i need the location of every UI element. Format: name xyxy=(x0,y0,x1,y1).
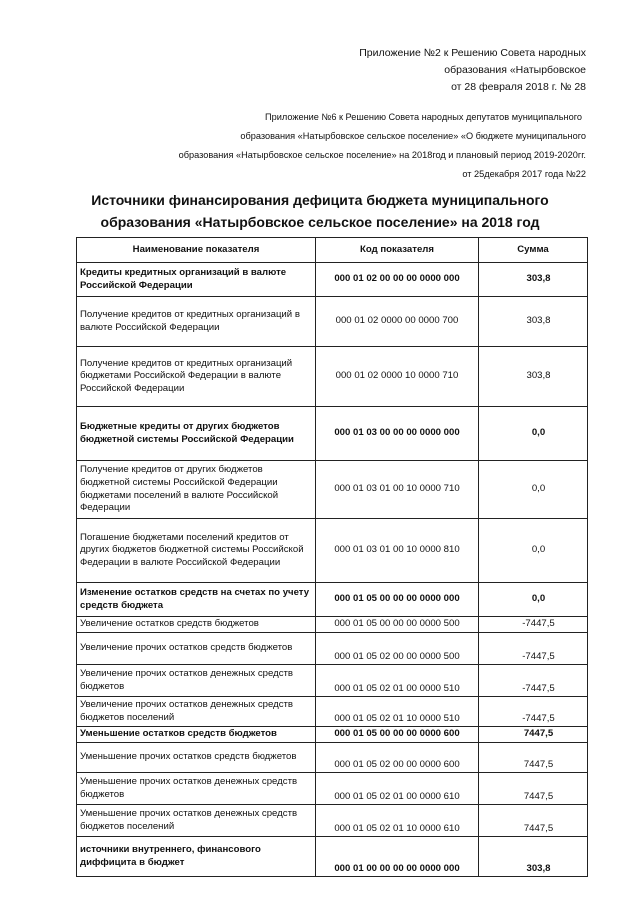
table-row xyxy=(77,697,588,727)
table-row xyxy=(77,773,588,805)
table-row xyxy=(77,519,588,583)
row-name: Получение кредитов от других бюджетов бюджетной системы Российской Федерации бюджетами поселений в валюте Российской Федерации xyxy=(77,461,316,519)
row-code: 000 01 05 02 01 00 0000 610 xyxy=(316,773,479,805)
row-sum: 303,8 xyxy=(479,347,588,407)
row-code: 000 01 05 00 00 00 0000 500 xyxy=(316,617,479,633)
appendix-6-line-4: от 25декабря 2017 года №22 xyxy=(462,169,586,179)
row-code: 000 01 05 02 01 10 0000 510 xyxy=(316,697,479,727)
row-name: Получение кредитов от кредитных организаций бюджетами Российской Федерации в валюте Российской Федерации xyxy=(77,347,316,407)
table-row xyxy=(77,263,588,297)
table-row-total xyxy=(77,837,588,877)
row-code: 000 01 02 0000 10 0000 710 xyxy=(316,347,479,407)
financing-sources-table xyxy=(76,237,588,877)
table-row xyxy=(77,805,588,837)
table-row xyxy=(77,297,588,347)
row-name: Изменение остатков средств на счетах по учету средств бюджета xyxy=(77,583,316,617)
row-name: Бюджетные кредиты от других бюджетов бюджетной системы Российской Федерации xyxy=(77,407,316,461)
row-code: 000 01 00 00 00 00 0000 000 xyxy=(316,837,479,877)
column-header-code: Код показателя xyxy=(316,238,479,263)
row-name: Уменьшение прочих остатков денежных средств бюджетов поселений xyxy=(77,805,316,837)
appendix-6-line-3: образования «Натырбовское сельское поселение» на 2018год и плановый период 2019-2020гг. xyxy=(178,150,586,160)
row-sum: -7447,5 xyxy=(479,633,588,665)
row-code: 000 01 05 02 01 00 0000 510 xyxy=(316,665,479,697)
document-title xyxy=(0,189,640,233)
table-row xyxy=(77,665,588,697)
row-sum: 303,8 xyxy=(479,837,588,877)
row-sum: 0,0 xyxy=(479,461,588,519)
row-code: 000 01 03 01 00 10 0000 810 xyxy=(316,519,479,583)
appendix-2-line-2: образования «Натырбовское xyxy=(444,64,586,76)
table-row xyxy=(77,461,588,519)
row-sum: 303,8 xyxy=(479,263,588,297)
row-code: 000 01 05 00 00 00 0000 000 xyxy=(316,583,479,617)
row-sum: 7447,5 xyxy=(479,773,588,805)
table-row xyxy=(77,583,588,617)
row-name: Увеличение остатков средств бюджетов xyxy=(77,617,316,633)
appendix-6-line-2: образования «Натырбовское сельское поселение» «О бюджете муниципального xyxy=(240,131,586,141)
row-name: Уменьшение остатков средств бюджетов xyxy=(77,727,316,743)
row-name: Увеличение прочих остатков средств бюджетов xyxy=(77,633,316,665)
row-sum: 303,8 xyxy=(479,297,588,347)
column-header-sum: Сумма xyxy=(479,238,588,263)
table-row xyxy=(77,743,588,773)
row-name: Увеличение прочих остатков денежных средств бюджетов поселений xyxy=(77,697,316,727)
row-sum: 7447,5 xyxy=(479,743,588,773)
row-sum: 7447,5 xyxy=(479,727,588,743)
row-sum: -7447,5 xyxy=(479,617,588,633)
document-title-line-1: Источники финансирования дефицита бюджета муниципального xyxy=(91,192,549,208)
appendix-2-line-3: от 28 февраля 2018 г. № 28 xyxy=(451,81,586,93)
table-row xyxy=(77,617,588,633)
row-sum: -7447,5 xyxy=(479,697,588,727)
row-name: Уменьшение прочих остатков денежных средств бюджетов xyxy=(77,773,316,805)
row-sum: 0,0 xyxy=(479,519,588,583)
row-name: Получение кредитов от кредитных организаций в валюте Российской Федерации xyxy=(77,297,316,347)
row-code: 000 01 05 02 01 10 0000 610 xyxy=(316,805,479,837)
row-code: 000 01 03 01 00 10 0000 710 xyxy=(316,461,479,519)
row-name: источники внутреннего, финансового диффицита в бюджет xyxy=(77,837,316,877)
row-sum: 0,0 xyxy=(479,583,588,617)
row-code: 000 01 05 02 00 00 0000 500 xyxy=(316,633,479,665)
row-code: 000 01 05 00 00 00 0000 600 xyxy=(316,727,479,743)
row-name: Погашение бюджетами поселений кредитов от других бюджетов бюджетной системы Российской Федерации в валюте Российской Федерации xyxy=(77,519,316,583)
column-header-name: Наименование показателя xyxy=(77,238,316,263)
row-code: 000 01 03 00 00 00 0000 000 xyxy=(316,407,479,461)
row-sum: 0,0 xyxy=(479,407,588,461)
appendix-2-line-1: Приложение №2 к Решению Совета народных xyxy=(359,47,586,59)
document-title-line-2: образования «Натырбовское сельское поселение» на 2018 год xyxy=(100,214,540,230)
row-name: Уменьшение прочих остатков средств бюджетов xyxy=(77,743,316,773)
row-code: 000 01 02 00 00 00 0000 000 xyxy=(316,263,479,297)
row-sum: -7447,5 xyxy=(479,665,588,697)
table-header-row xyxy=(77,238,588,263)
row-sum: 7447,5 xyxy=(479,805,588,837)
appendix-6-line-1: Приложение №6 к Решению Совета народных депутатов муниципального xyxy=(265,112,582,122)
row-code: 000 01 02 0000 00 0000 700 xyxy=(316,297,479,347)
table-row xyxy=(77,407,588,461)
row-name: Увеличение прочих остатков денежных средств бюджетов xyxy=(77,665,316,697)
row-name: Кредиты кредитных организаций в валюте Российской Федерации xyxy=(77,263,316,297)
table-row xyxy=(77,727,588,743)
row-code: 000 01 05 02 00 00 0000 600 xyxy=(316,743,479,773)
table-row xyxy=(77,347,588,407)
table-row xyxy=(77,633,588,665)
